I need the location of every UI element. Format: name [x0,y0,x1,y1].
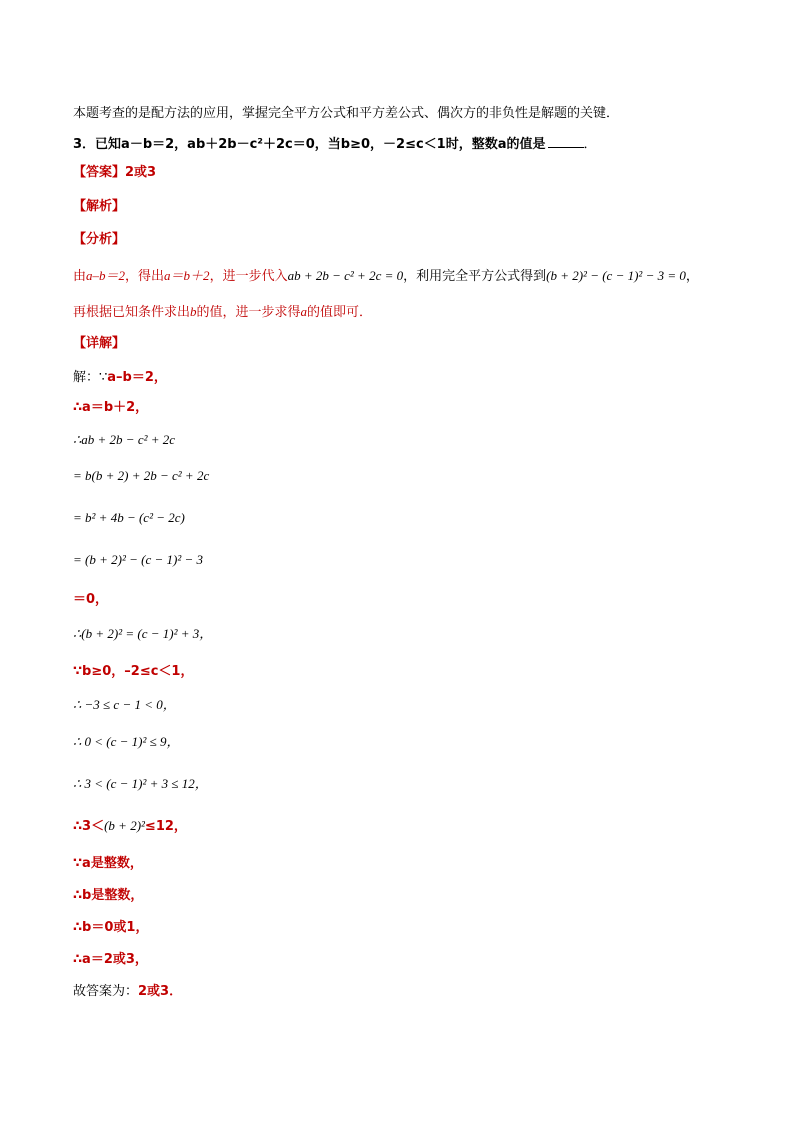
analysis-line-1 [73,266,699,287]
analysis2-a: a [300,304,308,319]
answer-label: 【答案】 [73,165,126,180]
analysis-line-2 [73,302,372,323]
analysis-math-2: (b + 2)² − (c − 1)² − 3 = 0 [546,268,686,283]
intro-line [73,104,619,124]
solution-step-6: = (b + 2)² − (c − 1)² − 3 [73,552,203,567]
solution-step-14: ∵a是整数， [73,856,143,871]
solution-step-16: ∴b＝0或1， [73,920,149,935]
answer-value: 2或3 [125,165,157,180]
intro-text: 本题考查的是配方法的应用，掌握完全平方公式和平方差公式、偶次方的非负性是解题的关键． [73,106,620,121]
analysis-red-1: a–b＝2 [86,268,126,283]
question-text: 已知a－b＝2，ab＋2b－c²＋2c＝0，当b≥0，－2≤c＜1时，整数a的值是 [95,137,546,152]
analysis2-mid: 的值，进一步求得 [196,305,301,320]
final-end: ． [169,984,183,999]
analysis-mid-2: ，进一步代入 [209,269,288,284]
question-line [73,133,597,155]
analysis2-b: b [190,304,197,319]
solution-step-9: ∵b≥0，–2≤c＜1， [73,664,194,679]
solution-step-7: ＝0， [73,592,109,607]
analysis-end: ， [685,269,699,284]
analysis-mid-3: ，利用完全平方公式得到 [403,269,547,284]
analysis2-pre: 再根据已知条件求出 [73,305,191,320]
solution-step-8: ∴(b + 2)² = (c − 1)² + 3， [73,626,213,641]
analysis-pre: 由 [73,269,87,284]
solution-step-5: = b² + 4b − (c² − 2c) [73,510,185,525]
step13-post: ≤12， [144,819,187,834]
final-value: 2或3 [138,984,170,999]
answer-blank [548,133,584,148]
solution-step-2: ∴a＝b＋2， [73,400,149,415]
step1-red: a–b＝2， [107,370,167,385]
step13-math: (b + 2)² [104,818,145,833]
solution-step-3: ∴ab + 2b − c² + 2c [73,432,176,447]
solution-step-12: ∴ 3 < (c − 1)² + 3 ≤ 12， [73,776,208,791]
solution-step-10: ∴ −3 ≤ c − 1 < 0， [73,697,176,712]
step13-pre: ∴3＜ [73,819,105,834]
solution-step-11: ∴ 0 < (c − 1)² ≤ 9， [73,734,180,749]
fenxi-heading: 【分析】 [73,232,126,247]
solution-step-15: ∴b是整数， [73,888,144,903]
solution-step-17: ∴a＝2或3， [73,952,148,967]
analysis-math-1: ab + 2b − c² + 2c = 0 [287,268,404,283]
analysis-mid: ，得出 [125,269,165,284]
final-pre: 故答案为： [73,984,139,999]
analysis2-end: 的值即可． [307,305,373,320]
question-end: ． [583,137,597,152]
solution-step-1 [73,368,167,388]
solution-step-13 [73,816,187,837]
question-number: 3． [73,137,96,152]
xiangjie-heading: 【详解】 [73,336,126,351]
analysis-red-2: a＝b＋2 [164,268,210,283]
jiexi-heading: 【解析】 [73,199,126,214]
answer-line [73,163,156,183]
step1-pre: 解：∵ [73,370,108,385]
solution-step-4: = b(b + 2) + 2b − c² + 2c [73,468,210,483]
final-answer-line [73,982,182,1002]
